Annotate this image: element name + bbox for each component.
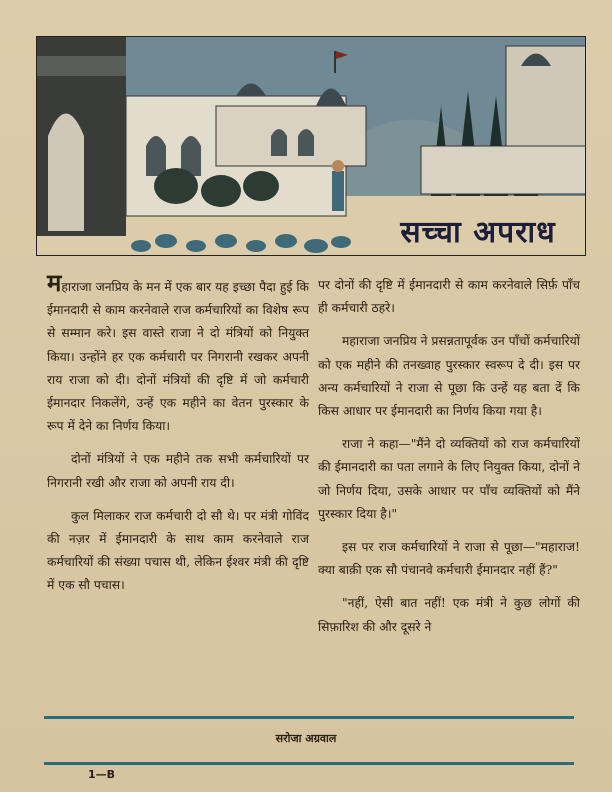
paragraph: दोनों मंत्रियों ने एक महीने तक सभी कर्मचारियों पर निगरानी रखी और राजा को अपनी राय दी। bbox=[47, 452, 309, 490]
story-title: सच्चा अपराध bbox=[400, 215, 556, 250]
paragraph bbox=[47, 268, 309, 438]
paragraph: महाराजा जनप्रिय ने प्रसन्नतापूर्वक उन पाँचों कर्मचारियों को एक महीने की तनख्वाह पुरस्कार स्वरूप दे दी। इस पर अन्य कर्मचारियों ने राजा से पूछा कि उन्हें यह बता दें कि किस आधार पर ईमानदारी का निर्णय किया गया है। bbox=[318, 334, 580, 419]
drop-cap: म bbox=[47, 268, 62, 297]
paragraph: "नहीं, ऐसी बात नहीं! एक मंत्री ने कुछ लोगों की सिफ़ारिश की और दूसरे ने bbox=[318, 596, 580, 634]
paragraph: पर दोनों की दृष्टि में ईमानदारी से काम करनेवाले सिर्फ़ पाँच ही कर्मचारी ठहरे। bbox=[318, 278, 580, 316]
divider-line bbox=[44, 716, 574, 719]
right-text-column bbox=[318, 274, 580, 649]
paragraph: इस पर राज कर्मचारियों ने राजा से पूछा—"महाराज! क्या बाक़ी एक सौ पंचानवे कर्मचारी ईमानदार नहीं हैं?" bbox=[318, 540, 580, 578]
paragraph: राजा ने कहा—"मैंने दो व्यक्तियों को राज कर्मचारियों की ईमानदारी का पता लगाने के लिए नियुक्त किया, दोनों ने जो निर्णय दिया, उसके आधार पर पाँच व्यक्तियों को मैंने पुरस्कार दिया है।" bbox=[318, 437, 580, 521]
paragraph-text: हाराजा जनप्रिय के मन में एक बार यह इच्छा पैदा हुई कि ईमानदारी से काम करनेवाले राज कर्मचारियों का विशेष रूप से सम्मान करे। इस वास्ते राजा ने दो मंत्रियों को नियुक्त किया। उन्होंने हर एक कर्मचारी पर निगरानी रखकर अपनी राय राजा को दी। दोनों मंत्रियों की दृष्टि में जो कर्मचारी ईमानदार निकलेंगे, उन्हें एक महीने का वेतन पुरस्कार के रूप में देने का निर्णय किया। bbox=[47, 280, 309, 434]
paragraph: कुल मिलाकर राज कर्मचारी दो सौ थे। पर मंत्री गोविंद की नज़र में ईमानदारी के साथ काम करनेवाले राज कर्मचारियों की संख्या पचास थी, लेकिन ईश्वर मंत्री की दृष्टि में एक सौ पचास। bbox=[47, 508, 309, 593]
divider-line bbox=[44, 762, 574, 765]
page-number: 1—B bbox=[88, 768, 116, 781]
author-credit: सरोजा अग्रवाल bbox=[275, 732, 337, 745]
left-text-column bbox=[47, 268, 309, 608]
